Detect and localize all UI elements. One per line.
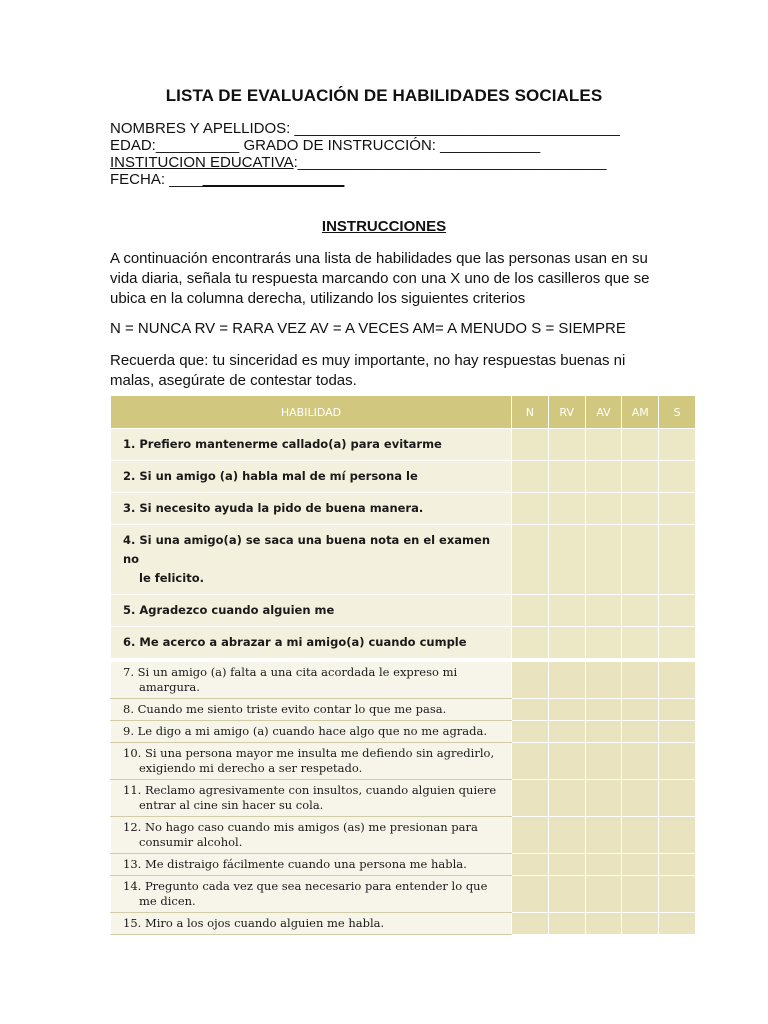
skill-cell bbox=[111, 743, 512, 780]
answer-cell-n[interactable] bbox=[512, 429, 549, 461]
answer-cell-am[interactable] bbox=[622, 780, 659, 817]
skill-cell bbox=[111, 817, 512, 854]
answer-cell-av[interactable] bbox=[585, 913, 622, 935]
answer-cell-rv[interactable] bbox=[548, 627, 585, 659]
skill-text: 6. Me acerco a abrazar a mi amigo(a) cuando cumple bbox=[123, 635, 467, 649]
answer-cell-rv[interactable] bbox=[548, 493, 585, 525]
answer-cell-n[interactable] bbox=[512, 817, 549, 854]
answer-cell-rv[interactable] bbox=[548, 780, 585, 817]
table-row bbox=[111, 699, 696, 721]
field-nombres bbox=[110, 120, 620, 137]
skill-cell bbox=[111, 525, 512, 595]
answer-cell-n[interactable] bbox=[512, 699, 549, 721]
answer-cell-av[interactable] bbox=[585, 493, 622, 525]
criteria-legend: N = NUNCA RV = RARA VEZ AV = A VECES AM= A MENUDO S = SIEMPRE bbox=[110, 320, 626, 337]
field-fecha-label: FECHA: bbox=[110, 171, 170, 188]
skill-text: 4. Si una amigo(a) se saca una buena nota en el examen no bbox=[123, 533, 491, 566]
skill-cell bbox=[111, 721, 512, 743]
header-av: AV bbox=[585, 396, 622, 429]
field-grado-label: GRADO DE INSTRUCCIÓN: bbox=[239, 137, 441, 154]
table-row bbox=[111, 780, 696, 817]
answer-cell-av[interactable] bbox=[585, 595, 622, 627]
answer-cell-am[interactable] bbox=[622, 595, 659, 627]
skill-text-continued: exigiendo mi derecho a ser respetado. bbox=[139, 761, 363, 775]
answer-cell-s[interactable] bbox=[659, 461, 696, 493]
answer-cell-am[interactable] bbox=[622, 525, 659, 595]
answer-cell-s[interactable] bbox=[659, 493, 696, 525]
answer-cell-n[interactable] bbox=[512, 493, 549, 525]
table-header-row bbox=[111, 396, 696, 429]
answer-cell-s[interactable] bbox=[659, 662, 696, 699]
answer-cell-rv[interactable] bbox=[548, 699, 585, 721]
answer-cell-s[interactable] bbox=[659, 743, 696, 780]
answer-cell-av[interactable] bbox=[585, 662, 622, 699]
answer-cell-am[interactable] bbox=[622, 854, 659, 876]
answer-cell-rv[interactable] bbox=[548, 876, 585, 913]
header-s: S bbox=[659, 396, 696, 429]
skill-text: 3. Si necesito ayuda la pido de buena manera. bbox=[123, 501, 424, 515]
table-row bbox=[111, 493, 696, 525]
answer-cell-n[interactable] bbox=[512, 913, 549, 935]
answer-cell-n[interactable] bbox=[512, 662, 549, 699]
skill-text: 15. Miro a los ojos cuando alguien me habla. bbox=[123, 916, 385, 930]
answer-cell-am[interactable] bbox=[622, 913, 659, 935]
table-row bbox=[111, 429, 696, 461]
answer-cell-s[interactable] bbox=[659, 854, 696, 876]
answer-cell-n[interactable] bbox=[512, 595, 549, 627]
skill-cell bbox=[111, 699, 512, 721]
header-am: AM bbox=[622, 396, 659, 429]
answer-cell-rv[interactable] bbox=[548, 817, 585, 854]
answer-cell-s[interactable] bbox=[659, 595, 696, 627]
answer-cell-n[interactable] bbox=[512, 461, 549, 493]
answer-cell-s[interactable] bbox=[659, 721, 696, 743]
answer-cell-n[interactable] bbox=[512, 721, 549, 743]
document-title: LISTA DE EVALUACIÓN DE HABILIDADES SOCIALES bbox=[165, 86, 603, 105]
header-rv: RV bbox=[548, 396, 585, 429]
skill-cell bbox=[111, 913, 512, 935]
header-habilidad: HABILIDAD bbox=[111, 396, 512, 429]
skill-text: 1. Prefiero mantenerme callado(a) para evitarme bbox=[123, 437, 442, 451]
field-institucion-blank: :_____________________________________ bbox=[293, 154, 607, 171]
answer-cell-am[interactable] bbox=[622, 461, 659, 493]
skill-text-continued: amargura. bbox=[139, 680, 200, 694]
answer-cell-s[interactable] bbox=[659, 627, 696, 659]
field-nombres-label: NOMBRES Y APELLIDOS: bbox=[110, 120, 295, 137]
field-edad-grado bbox=[110, 137, 620, 154]
answer-cell-rv[interactable] bbox=[548, 721, 585, 743]
student-info-fields bbox=[110, 120, 620, 188]
table-row bbox=[111, 461, 696, 493]
skill-cell bbox=[111, 595, 512, 627]
answer-cell-rv[interactable] bbox=[548, 525, 585, 595]
skill-text: 12. No hago caso cuando mis amigos (as) me presionan para bbox=[123, 820, 478, 834]
answer-cell-s[interactable] bbox=[659, 817, 696, 854]
answer-cell-am[interactable] bbox=[622, 743, 659, 780]
skill-text: 13. Me distraigo fácilmente cuando una persona me habla. bbox=[123, 857, 467, 871]
skill-text: 2. Si un amigo (a) habla mal de mí persona le bbox=[123, 469, 418, 483]
answer-cell-s[interactable] bbox=[659, 876, 696, 913]
answer-cell-rv[interactable] bbox=[548, 854, 585, 876]
answer-cell-rv[interactable] bbox=[548, 461, 585, 493]
answer-cell-am[interactable] bbox=[622, 817, 659, 854]
skill-cell bbox=[111, 780, 512, 817]
answer-cell-s[interactable] bbox=[659, 525, 696, 595]
table-row bbox=[111, 854, 696, 876]
answer-cell-s[interactable] bbox=[659, 429, 696, 461]
skill-cell bbox=[111, 493, 512, 525]
answer-cell-am[interactable] bbox=[622, 699, 659, 721]
answer-cell-am[interactable] bbox=[622, 721, 659, 743]
answer-cell-n[interactable] bbox=[512, 876, 549, 913]
skill-cell bbox=[111, 429, 512, 461]
header-n: N bbox=[512, 396, 549, 429]
field-institucion bbox=[110, 154, 620, 171]
answer-cell-n[interactable] bbox=[512, 525, 549, 595]
skill-cell bbox=[111, 627, 512, 659]
field-nombres-blank: _______________________________________ bbox=[294, 120, 620, 137]
skill-text-continued: consumir alcohol. bbox=[139, 835, 243, 849]
skill-text-continued: me dicen. bbox=[139, 894, 196, 908]
answer-cell-av[interactable] bbox=[585, 721, 622, 743]
answer-cell-n[interactable] bbox=[512, 780, 549, 817]
field-fecha-blank-a: ____ bbox=[169, 171, 203, 188]
table-row bbox=[111, 876, 696, 913]
field-edad-blank: __________ bbox=[155, 137, 240, 154]
answer-cell-av[interactable] bbox=[585, 743, 622, 780]
field-fecha bbox=[110, 171, 620, 188]
answer-cell-av[interactable] bbox=[585, 780, 622, 817]
answer-cell-am[interactable] bbox=[622, 493, 659, 525]
skill-cell bbox=[111, 876, 512, 913]
answer-cell-av[interactable] bbox=[585, 699, 622, 721]
answer-cell-rv[interactable] bbox=[548, 662, 585, 699]
skill-cell bbox=[111, 662, 512, 699]
field-edad-label: EDAD: bbox=[110, 137, 156, 154]
field-fecha-blank-b: _________________ bbox=[202, 171, 345, 188]
answer-cell-am[interactable] bbox=[622, 627, 659, 659]
field-grado-blank: ____________ bbox=[440, 137, 541, 154]
table-row bbox=[111, 595, 696, 627]
answer-cell-rv[interactable] bbox=[548, 595, 585, 627]
answer-cell-rv[interactable] bbox=[548, 429, 585, 461]
table-row bbox=[111, 817, 696, 854]
answer-cell-av[interactable] bbox=[585, 525, 622, 595]
answer-cell-n[interactable] bbox=[512, 854, 549, 876]
skill-text: 5. Agradezco cuando alguien me bbox=[123, 603, 335, 617]
skill-text-continued: le felicito. bbox=[139, 571, 204, 585]
answer-cell-av[interactable] bbox=[585, 817, 622, 854]
answer-cell-s[interactable] bbox=[659, 780, 696, 817]
skill-text-continued: entrar al cine sin hacer su cola. bbox=[139, 798, 324, 812]
answer-cell-av[interactable] bbox=[585, 876, 622, 913]
table-row bbox=[111, 662, 696, 699]
skill-text: 8. Cuando me siento triste evito contar lo que me pasa. bbox=[123, 702, 447, 716]
table-row bbox=[111, 525, 696, 595]
instructions-paragraph: A continuación encontrarás una lista de habilidades que las personas usan en su vida diaria, señala tu respuesta marcando con una X uno de los casilleros que se ubica en la columna derecha, utilizando los siguientes criterios bbox=[110, 250, 650, 307]
skill-cell bbox=[111, 854, 512, 876]
answer-cell-av[interactable] bbox=[585, 627, 622, 659]
answer-cell-av[interactable] bbox=[585, 461, 622, 493]
answer-cell-am[interactable] bbox=[622, 876, 659, 913]
skill-text: 9. Le digo a mi amigo (a) cuando hace algo que no me agrada. bbox=[123, 724, 488, 738]
answer-cell-s[interactable] bbox=[659, 913, 696, 935]
answer-cell-n[interactable] bbox=[512, 743, 549, 780]
reminder-paragraph: Recuerda que: tu sinceridad es muy importante, no hay respuestas buenas ni malas, asegúrate de contestar todas. bbox=[110, 352, 626, 389]
skill-text: 14. Pregunto cada vez que sea necesario para entender lo que bbox=[123, 879, 488, 893]
table-row bbox=[111, 743, 696, 780]
instructions-heading: INSTRUCCIONES bbox=[321, 218, 447, 235]
table-row bbox=[111, 913, 696, 935]
skill-text: 10. Si una persona mayor me insulta me defiendo sin agredirlo, bbox=[123, 746, 495, 760]
skill-cell bbox=[111, 461, 512, 493]
field-institucion-label: INSTITUCION EDUCATIVA bbox=[110, 154, 294, 171]
answer-cell-s[interactable] bbox=[659, 699, 696, 721]
answer-cell-av[interactable] bbox=[585, 429, 622, 461]
answer-cell-rv[interactable] bbox=[548, 913, 585, 935]
answer-cell-am[interactable] bbox=[622, 429, 659, 461]
answer-cell-rv[interactable] bbox=[548, 743, 585, 780]
answer-cell-am[interactable] bbox=[622, 662, 659, 699]
skill-text: 7. Si un amigo (a) falta a una cita acordada le expreso mi bbox=[123, 665, 458, 679]
answer-cell-n[interactable] bbox=[512, 627, 549, 659]
table-row bbox=[111, 627, 696, 659]
answer-cell-av[interactable] bbox=[585, 854, 622, 876]
skill-text: 11. Reclamo agresivamente con insultos, cuando alguien quiere bbox=[123, 783, 497, 797]
table-row bbox=[111, 721, 696, 743]
skills-table bbox=[110, 395, 696, 935]
